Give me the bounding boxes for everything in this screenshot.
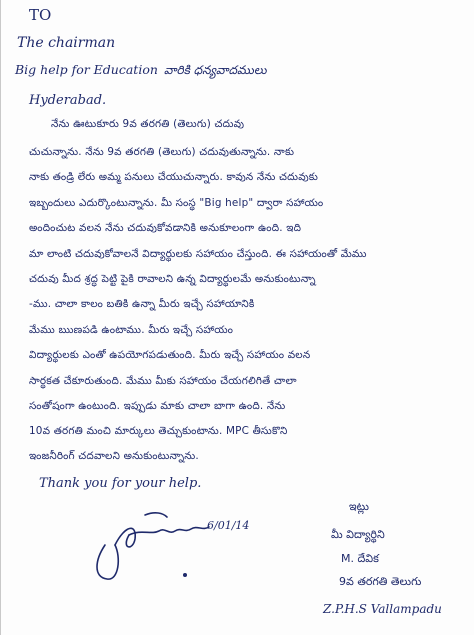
- body-line: 10వ తరగతి మంచి మార్కులు తెచ్చుకుంటాను. MPC తీసుకొని: [29, 425, 288, 437]
- body-line: చదువు మీద శ్రద్ధ పెట్టి పైకి రావాలని ఉన్న విద్యార్థులమే అనుకుంటున్నా: [29, 273, 316, 285]
- letter-to: TO: [29, 6, 52, 24]
- sender-line-2: M. దేవిక: [341, 552, 379, 565]
- sender-line-3: 9వ తరగతి తెలుగు: [339, 575, 422, 588]
- body-line: మా లాంటి చదువుకోవాలనే విద్యార్థులకు సహాయం చేస్తుంది. ఈ సహాయంతో మేము: [29, 248, 367, 260]
- addressee-line-2-english: Big help for Education: [15, 62, 158, 77]
- handwritten-signature: [85, 505, 265, 585]
- body-line: -ము. చాలా కాలం బతికి ఉన్నా మీరు ఇచ్చే సహాయానికి: [29, 298, 255, 310]
- addressee-line-2-telugu: వారికి ధన్యవాదములు: [163, 63, 267, 77]
- sender-line-1: మీ విద్యార్థిని: [331, 528, 385, 541]
- body-line: సార్థకత చేకూరుతుంది. మేము మీకు సహాయం చేయగలిగితే చాలా: [29, 375, 297, 387]
- body-line: నాకు తండ్రి లేరు అమ్మ పనులు చేయుచున్నారు. కావున నేను చదువుకు: [29, 171, 319, 183]
- body-line: అందించుట వలన నేను చదువుకోవడానికి అనుకూలంగా ఉంది. ఇది: [29, 222, 302, 234]
- body-line: విద్యార్థులకు ఎంతో ఉపయోగపడుతుంది. మీరు ఇచ్చే సహాయం వలన: [29, 349, 311, 361]
- ink-dot: [183, 573, 187, 577]
- closing-line: Thank you for your help.: [39, 476, 202, 491]
- signature-date: 6/01/14: [207, 519, 250, 532]
- city-line: Hyderabad.: [29, 93, 107, 108]
- addressee-line-1: The chairman: [17, 35, 116, 51]
- body-line: మేము ఋణపడి ఉంటాము. మీరు ఇచ్చే సహాయం: [29, 324, 234, 336]
- body-line: సంతోషంగా ఉంటుంది. ఇప్పుడు మాకు చాలా బాగా ఉంది. నేను: [29, 400, 286, 412]
- body-line: చుచున్నాను. నేను 9వ తరగతి (తెలుగు) చదువుతున్నాను. నాకు: [29, 146, 295, 158]
- school-line: Z.P.H.S Vallampadu: [323, 602, 442, 616]
- yours-label: ఇట్లు: [349, 500, 369, 513]
- body-line: ఇబ్బందులు ఎదుర్కొంటున్నాను. మీ సంస్థ "Big help" ద్వారా సహాయం: [29, 197, 324, 209]
- addressee-line-2: [15, 62, 267, 80]
- body-line: నేను ఊటుకూరు 9వ తరగతి (తెలుగు) చదువు: [51, 118, 245, 130]
- body-line: ఇంజనీరింగ్ చదవాలని అనుకుంటున్నాను.: [29, 450, 199, 462]
